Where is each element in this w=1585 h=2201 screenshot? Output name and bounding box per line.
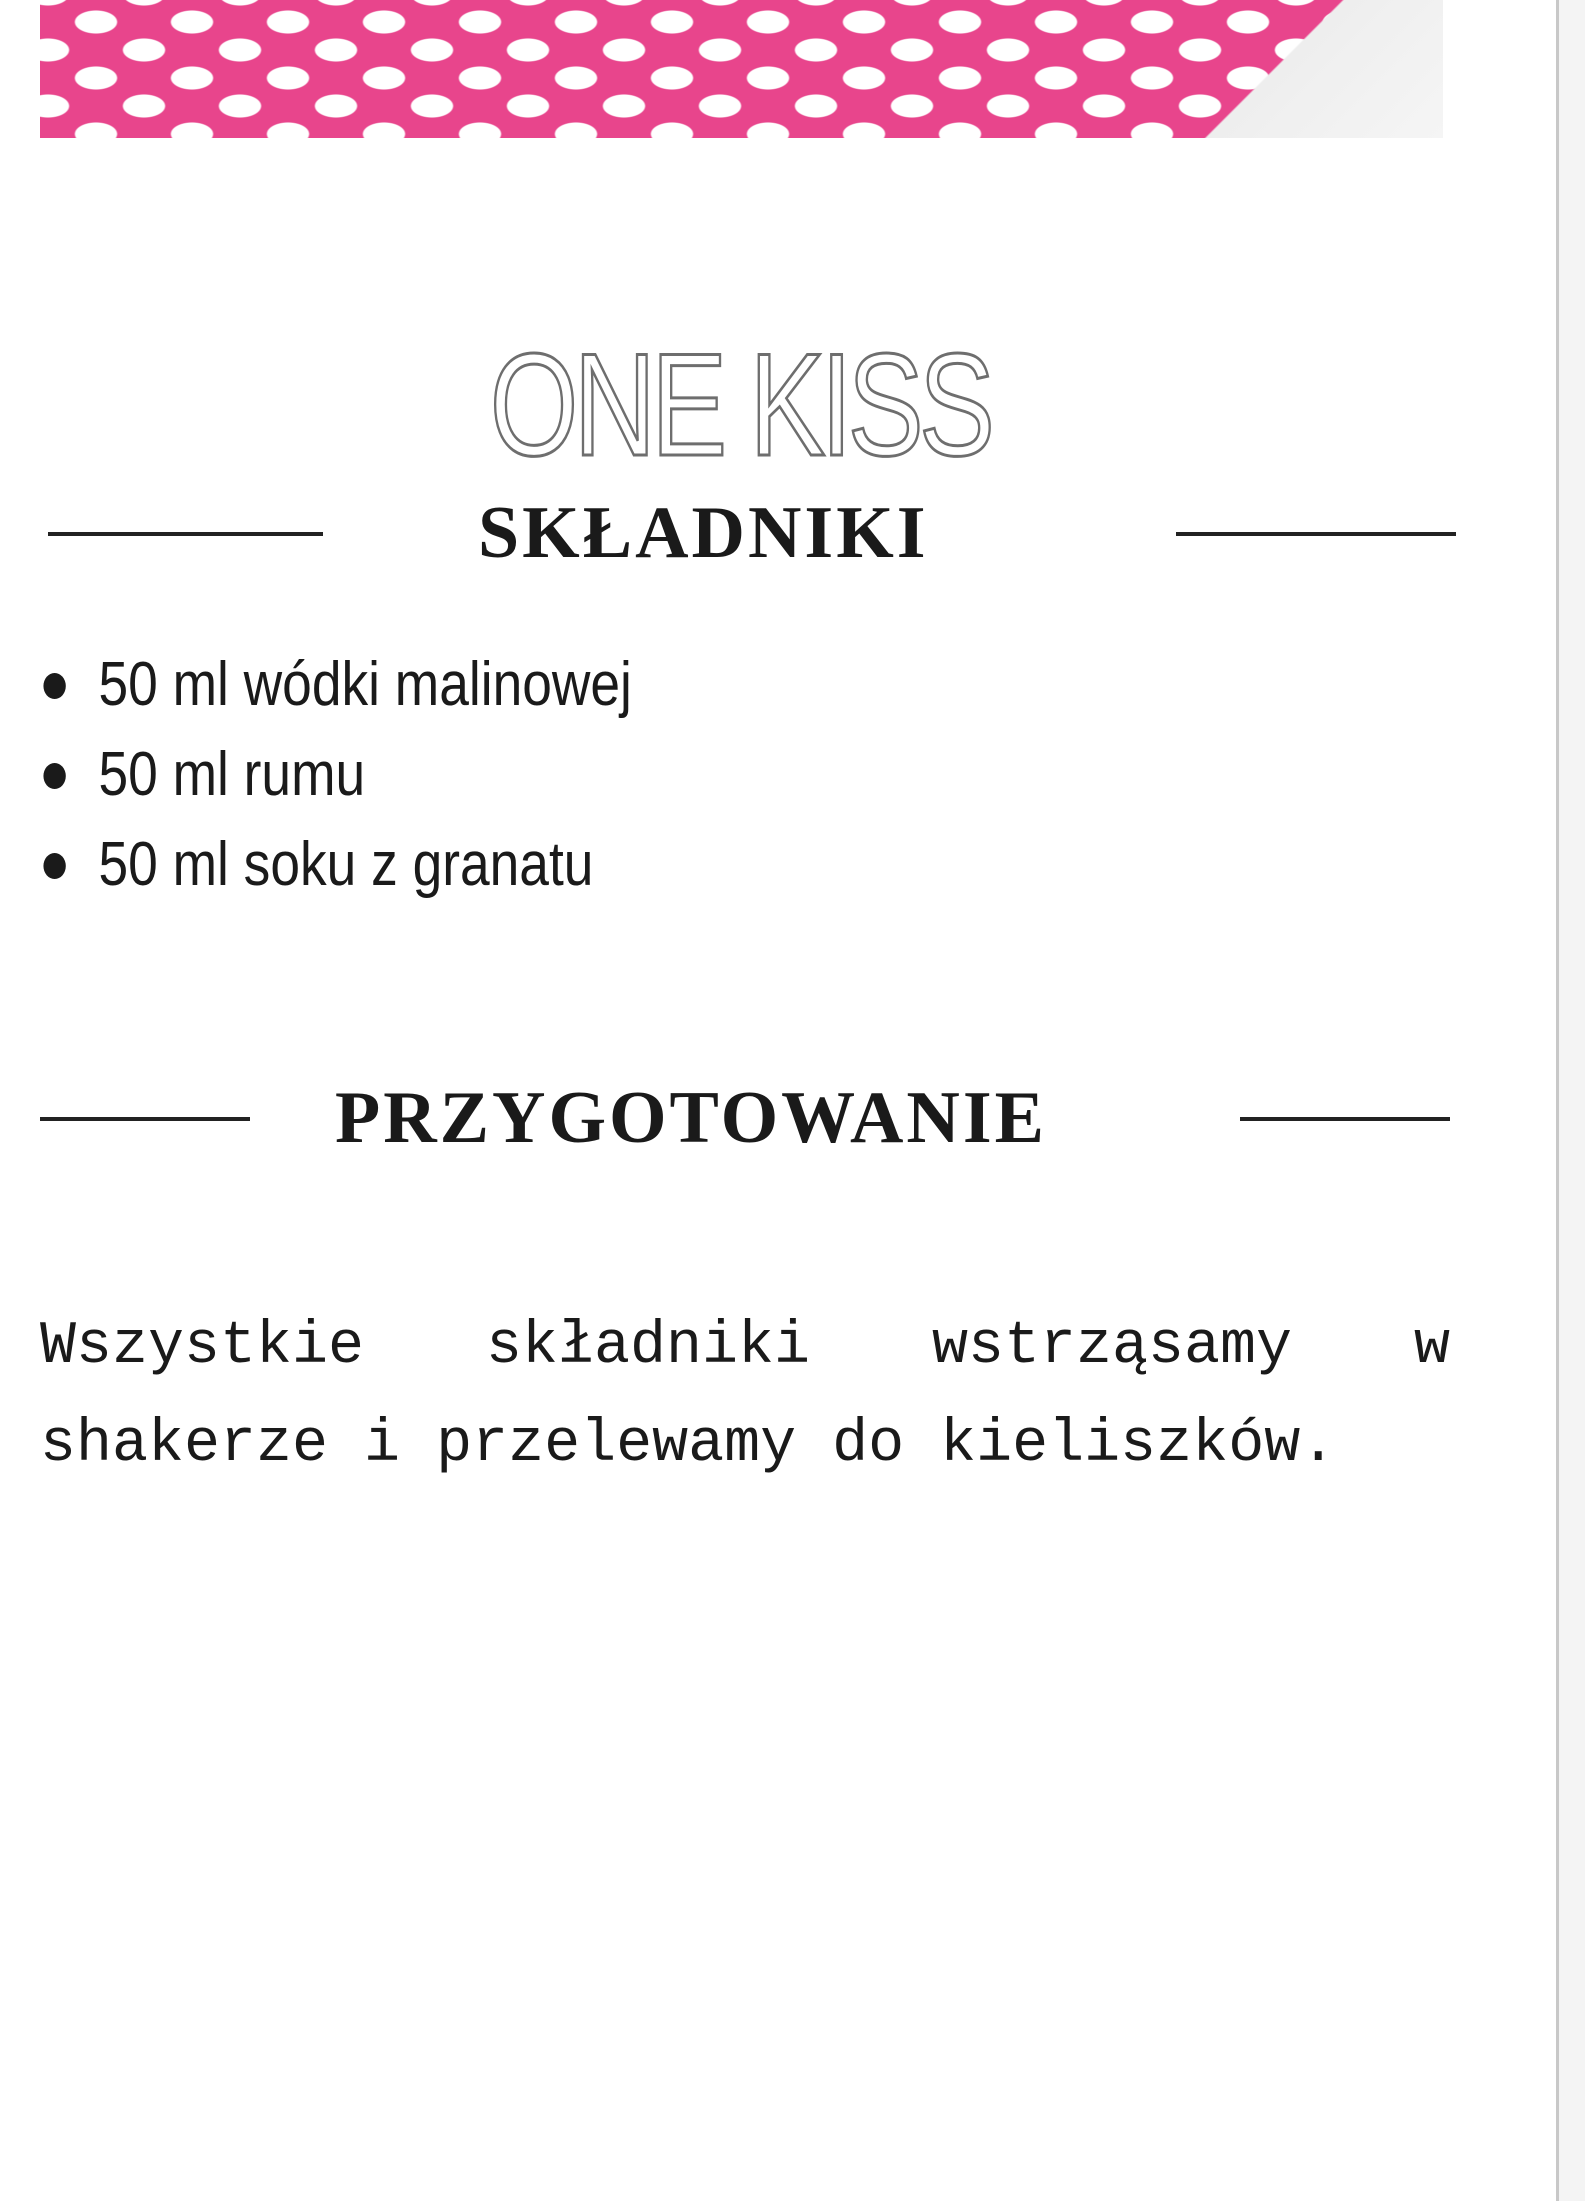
- preparation-heading: PRZYGOTOWANIE: [335, 1077, 1047, 1159]
- ingredient-text: 50 ml wódki malinowej: [98, 650, 632, 719]
- preparation-text: Wszystkie składniki wstrząsamy w shakerze i przelewamy do kieliszków.: [40, 1313, 1450, 1479]
- bullet-icon: [43, 853, 65, 879]
- list-item: [40, 730, 632, 820]
- polka-dot-photo: [40, 0, 1443, 138]
- ingredient-text: 50 ml soku z granatu: [98, 830, 594, 899]
- preparation-rule-left: [40, 1117, 250, 1121]
- photo-corner-fold: [1083, 0, 1443, 138]
- list-item: [40, 640, 632, 730]
- list-item: [40, 820, 632, 910]
- bullet-icon: [43, 763, 65, 789]
- bullet-icon: [43, 673, 65, 699]
- ingredients-rule-right: [1176, 532, 1456, 536]
- ingredients-list: [40, 640, 728, 910]
- scan-edge-line: [1556, 0, 1559, 2201]
- ingredients-heading: SKŁADNIKI: [478, 492, 929, 574]
- recipe-title: ONE KISS: [489, 322, 991, 486]
- preparation-rule-right: [1240, 1117, 1450, 1121]
- ingredients-rule-left: [48, 532, 323, 536]
- scan-edge: [1556, 0, 1585, 2201]
- ingredient-text: 50 ml rumu: [98, 740, 366, 809]
